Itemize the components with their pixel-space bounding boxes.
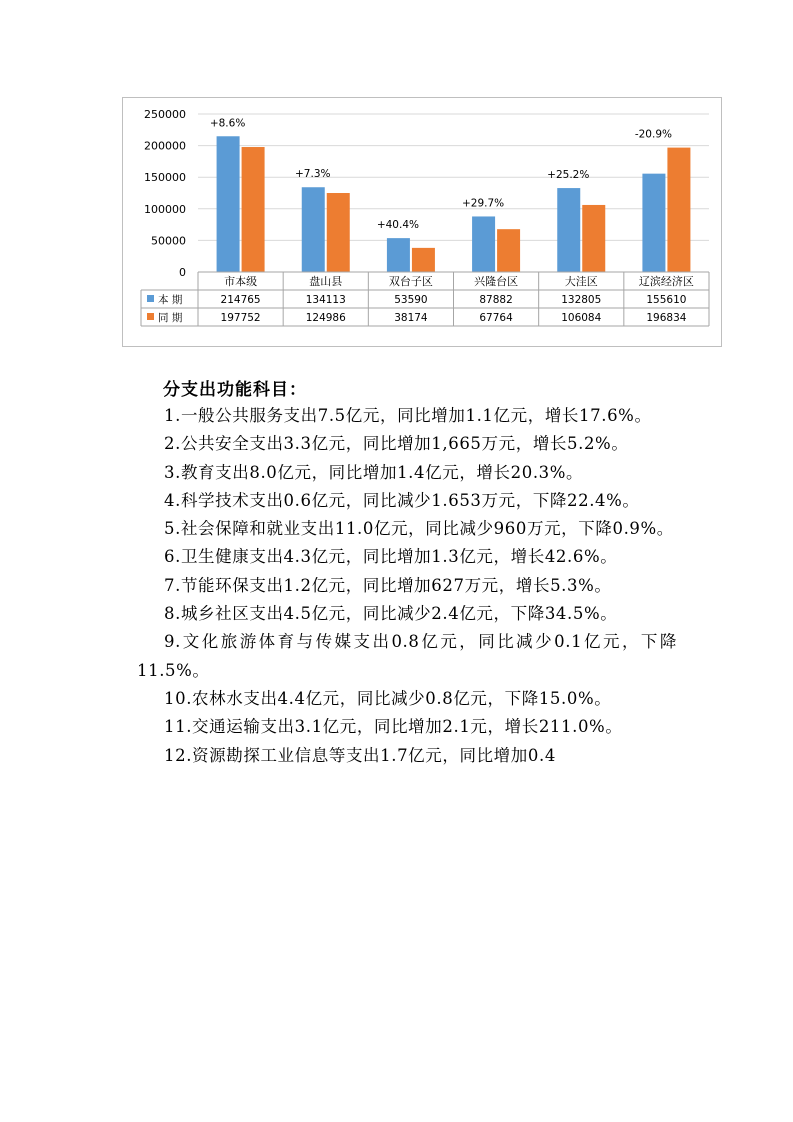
data-table-cell: 124986 [305,312,346,324]
category-label: 双台子区 [388,275,433,288]
list-item: 9.文化旅游体育与传媒支出0.8亿元，同比减少0.1亿元，下降11.5%。 [137,632,677,680]
change-annotation: -20.9% [634,128,672,141]
change-annotation: +8.6% [209,117,246,130]
category-label: 盘山县 [309,275,343,288]
bar-current [557,188,580,272]
item-list [137,402,677,770]
list-item: 7.节能环保支出1.2亿元，同比增加627万元，增长5.3%。 [164,575,612,595]
y-tick-label: 0 [179,266,186,279]
list-item: 6.卫生健康支出4.3亿元，同比增加1.3亿元，增长42.6%。 [164,547,618,567]
bar-current [302,187,325,272]
category-label: 市本级 [224,275,258,288]
bar-prior [327,193,350,272]
data-table-cell: 132805 [561,294,602,306]
y-tick-label: 100000 [144,202,186,216]
change-annotation: +29.7% [462,197,505,210]
y-tick-label: 50000 [151,234,186,248]
bar-current [642,174,665,272]
category-label: 大洼区 [564,275,598,288]
y-tick-label: 150000 [144,171,186,185]
bar-current [217,136,240,272]
category-label: 兴隆台区 [474,275,519,288]
section-heading: 分支出功能科目： [163,380,307,400]
data-table-cell: 197752 [220,312,261,324]
change-annotation: +40.4% [376,219,419,232]
data-table-cell: 196834 [646,312,687,324]
data-table-cell: 155610 [646,294,687,306]
data-table-cell: 87882 [479,294,513,306]
legend-label: 本 期 [158,294,183,306]
bar-current [472,216,495,272]
list-item: 11.交通运输支出3.1亿元，同比增加2.1元，增长211.0%。 [164,717,623,737]
y-tick-label: 250000 [144,108,186,121]
bar-prior [497,229,520,272]
legend-swatch [147,295,154,302]
list-item: 1.一般公共服务支出7.5亿元，同比增加1.1亿元，增长17.6%。 [164,406,652,425]
data-table-cell: 38174 [394,312,428,324]
budget-chart [122,97,722,347]
y-tick-label: 200000 [144,139,186,153]
data-table-cell: 106084 [561,312,602,324]
legend-label: 同 期 [158,312,183,324]
change-annotation: +25.2% [547,169,590,182]
bar-current [387,238,410,272]
data-table-cell: 214765 [220,294,261,306]
list-item: 4.科学技术支出0.6亿元，同比减少1.653万元，下降22.4%。 [164,490,640,510]
category-label: 辽滨经济区 [638,275,694,288]
data-table-cell: 134113 [305,294,346,306]
list-item: 3.教育支出8.0亿元，同比增加1.4亿元，增长20.3%。 [164,462,584,482]
bar-prior [242,147,265,272]
list-item: 5.社会保障和就业支出11.0亿元，同比减少960万元，下降0.9%。 [164,519,674,539]
bar-prior [412,248,435,272]
bar-prior [667,148,690,272]
chart-svg [123,98,723,348]
list-item: 8.城乡社区支出4.5亿元，同比减少2.4亿元，下降34.5%。 [164,604,618,624]
legend-swatch [147,313,154,320]
bar-prior [582,205,605,272]
list-item: 12.资源勘探工业信息等支出1.7亿元，同比增加0.4 [164,745,556,765]
list-item: 2.公共安全支出3.3亿元，同比增加1,665万元，增长5.2%。 [164,434,629,454]
data-table-cell: 53590 [394,294,428,306]
change-annotation: +7.3% [295,168,331,181]
data-table-cell: 67764 [479,312,513,324]
list-item: 10.农林水支出4.4亿元，同比减少0.8亿元，下降15.0%。 [164,688,612,708]
